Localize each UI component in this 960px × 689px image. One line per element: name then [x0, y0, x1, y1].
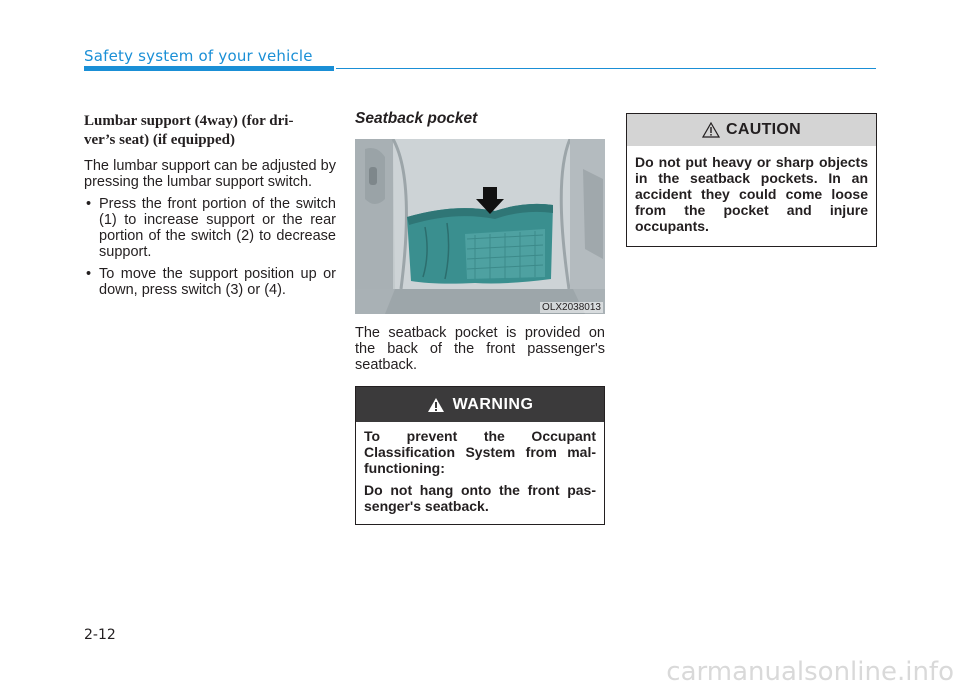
- warning-header: [356, 387, 604, 422]
- warning-text-2: Do not hang onto the front pas-senger's seatback.: [364, 482, 596, 514]
- warning-box: [355, 386, 605, 525]
- lumbar-heading: [84, 112, 336, 150]
- pocket-description: The seatback pocket is provided on the back of the front passenger's seatback.: [355, 325, 605, 373]
- lumbar-heading-line1: Lumbar support (4way) (for dri-: [84, 113, 294, 129]
- lumbar-intro: The lumbar support can be adjusted by pressing the lumbar support switch.: [84, 158, 336, 190]
- lumbar-bullet-2: [84, 266, 336, 298]
- seatback-pocket-figure: [355, 139, 605, 314]
- lumbar-bullet-1: [84, 196, 336, 260]
- bullet-text: Press the front portion of the switch (1) to increase support or the rear portion of the switch (2) to decrease support.: [99, 196, 336, 260]
- lumbar-section: [84, 112, 336, 304]
- page-number: 2-12: [84, 627, 116, 643]
- caution-triangle-icon: [702, 122, 720, 138]
- watermark: carmanualsonline.info: [666, 657, 954, 687]
- figure-code: OLX2038013: [542, 302, 601, 313]
- warning-triangle-icon: [427, 397, 445, 413]
- caution-text: Do not put heavy or sharp objects in the seatback pockets. In an accident they could come loose from the pocket and injure occupants.: [635, 154, 868, 234]
- pocket-section: [355, 110, 605, 128]
- pocket-heading: Seatback pocket: [355, 110, 478, 127]
- header-bar: [84, 66, 334, 71]
- seatback-illustration: [355, 139, 605, 314]
- bullet-icon: •: [86, 266, 92, 282]
- caution-box: [626, 113, 877, 247]
- bullet-text: To move the support position up or down, press switch (3) or (4).: [99, 266, 336, 298]
- section-title: Safety system of your vehicle: [84, 47, 313, 65]
- header-rule: [336, 68, 876, 69]
- warning-body: [356, 422, 604, 514]
- warning-title: WARNING: [452, 395, 534, 413]
- caution-title: CAUTION: [726, 121, 801, 138]
- bullet-icon: •: [86, 196, 92, 212]
- lumbar-heading-line2: ver’s seat) (if equipped): [84, 132, 235, 148]
- caution-header: [627, 114, 876, 146]
- warning-text-1: To prevent the Occupant Classification System from mal-functioning:: [364, 428, 596, 476]
